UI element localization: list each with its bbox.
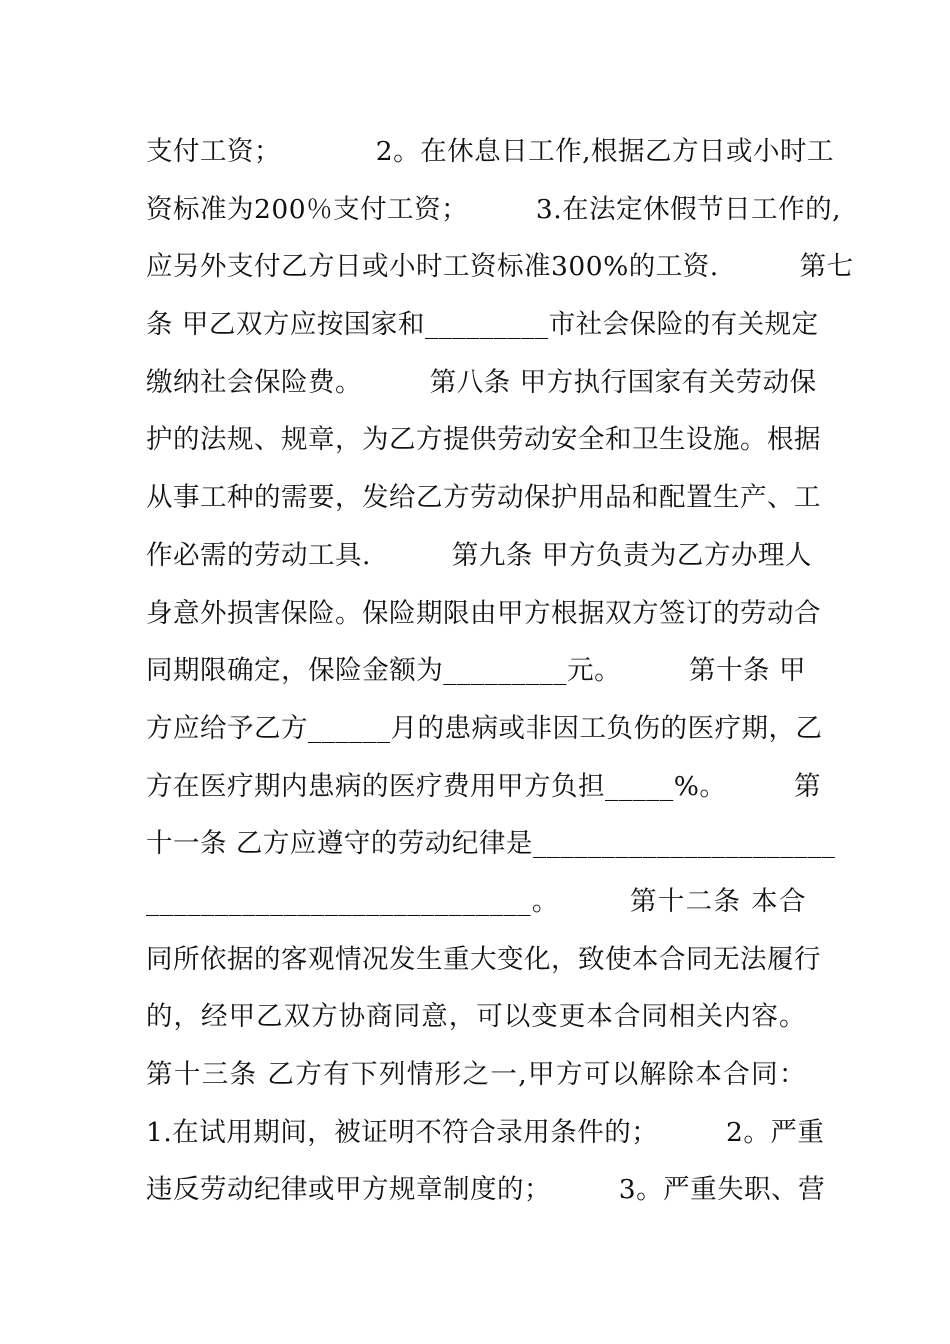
text-line: 支付工资； 2。在休息日工作,根据乙方日或小时工 [146, 136, 835, 167]
text-line: 1.在试用期间，被证明不符合录用条件的； 2。严重 [146, 1116, 825, 1148]
text-line: 缴纳社会保险费。 第八条 甲方执行国家有关劳动保 [146, 366, 817, 398]
text-line: 身意外损害保险。保险期限由甲方根据双方签订的劳动合 [146, 597, 821, 629]
text-line: 违反劳动纪律或甲方规章制度的； 3。严重失职、营 [146, 1174, 826, 1206]
text-line: 资标准为200％支付工资； 3.在法定休假节日工作的, [146, 193, 842, 225]
text-line: 应另外支付乙方日或小时工资标准300%的工资. 第七 [146, 251, 854, 283]
text-line: 从事工种的需要，发给乙方劳动保护用品和配置生产、工 [146, 482, 821, 514]
text-line: 条 甲乙双方应按国家和_________市社会保险的有关规定 [146, 309, 819, 341]
text-line: ____________________________。 第十二条 本合 [146, 885, 806, 917]
text-line: 同所依据的客观情况发生重大变化，致使本合同无法履行 [146, 943, 821, 975]
text-line: 作必需的劳动工具. 第九条 甲方负责为乙方办理人 [146, 539, 812, 571]
text-line: 方应给予乙方______月的患病或非因工负伤的医疗期，乙 [146, 712, 823, 744]
text-line: 方在医疗期内患病的医疗费用甲方负担_____%。 第 [146, 770, 822, 802]
text-line: 护的法规、规章，为乙方提供劳动安全和卫生设施。根据 [146, 424, 821, 456]
contract-body-text [146, 128, 854, 1224]
text-line: 同期限确定，保险金额为_________元。 第十条 甲 [146, 655, 806, 687]
text-line: 第十三条 乙方有下列情形之一,甲方可以解除本合同： [146, 1059, 806, 1090]
text-line: 的，经甲乙双方协商同意，可以变更本合同相关内容。 [146, 1001, 806, 1033]
text-line: 十一条 乙方应遵守的劳动纪律是______________________ [146, 828, 836, 860]
